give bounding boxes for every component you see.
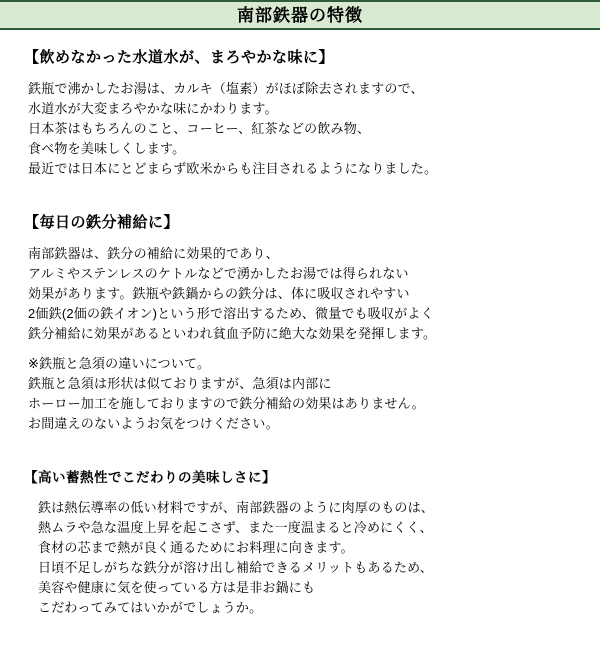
body-line: 鉄は熱伝導率の低い材料ですが、南部鉄器のように肉厚のものは、 (38, 500, 435, 515)
body-line: アルミやステンレスのケトルなどで湧かしたお湯では得られない (28, 266, 409, 281)
note-line: お間違えのないようお気をつけください。 (28, 416, 279, 431)
body-line: 効果があります。鉄瓶や鉄鍋からの鉄分は、体に吸収されやすい (28, 286, 410, 301)
body-line: こだわってみてはいかがでしょうか。 (38, 600, 263, 615)
section-spacer (14, 434, 586, 452)
section-heading: 【飲めなかった水道水が、まろやかな味に】 (24, 49, 335, 66)
section-body (14, 79, 586, 179)
body-line: 2価鉄(2価の鉄イオン)という形で溶出するため、微量でも吸収がよく (28, 306, 434, 321)
body-line: 熱ムラや急な温度上昇を起こさず、また一度温まると冷めにくく、 (38, 520, 433, 535)
note-spacer (28, 344, 586, 354)
body-line: 日本茶はもちろんのこと、コーヒー、紅茶などの飲み物、 (28, 121, 371, 136)
body-line: 食べ物を美味しくします。 (28, 141, 186, 156)
section-heading: 【高い蓄熱性でこだわりの美味しさに】 (24, 470, 276, 485)
body-line: 美容や健康に気を使っている方は是非お鍋にも (38, 580, 316, 595)
page-title: 南部鉄器の特徴 (237, 5, 363, 25)
body-line: 日頃不足しがちな鉄分が溶け出し補給できるメリットもあるため、 (38, 560, 433, 575)
note-line: ※鉄瓶と急須の違いについて。 (28, 356, 211, 371)
section-heading: 【毎日の鉄分補給に】 (24, 214, 180, 231)
body-line: 鉄分補給に効果があるといわれ貧血予防に絶大な効果を発揮します。 (28, 326, 437, 341)
section-water-taste (14, 46, 586, 179)
body-line: 食材の芯まで熱が良く通るためにお料理に向きます。 (38, 540, 354, 555)
body-line: 鉄瓶で沸かしたお湯は、カルキ（塩素）がほぼ除去されますので、 (28, 81, 424, 96)
note-line: 鉄瓶と急須は形状は似ておりますが、急須は内部に (28, 376, 332, 391)
body-line: 最近では日本にとどまらず欧米からも注目されるようになりました。 (28, 161, 438, 176)
section-body (14, 244, 586, 434)
section-spacer (14, 179, 586, 197)
document-title-band (0, 0, 600, 30)
section-body (14, 498, 586, 618)
note-line: ホーロー加工を施しておりますので鉄分補給の効果はありません。 (28, 396, 425, 411)
section-iron-supply (14, 211, 586, 434)
body-line: 南部鉄器は、鉄分の補給に効果的であり、 (28, 246, 279, 261)
section-heat-retention (14, 466, 586, 618)
body-line: 水道水が大変まろやかな味にかわります。 (28, 101, 278, 116)
document-content (0, 46, 600, 618)
